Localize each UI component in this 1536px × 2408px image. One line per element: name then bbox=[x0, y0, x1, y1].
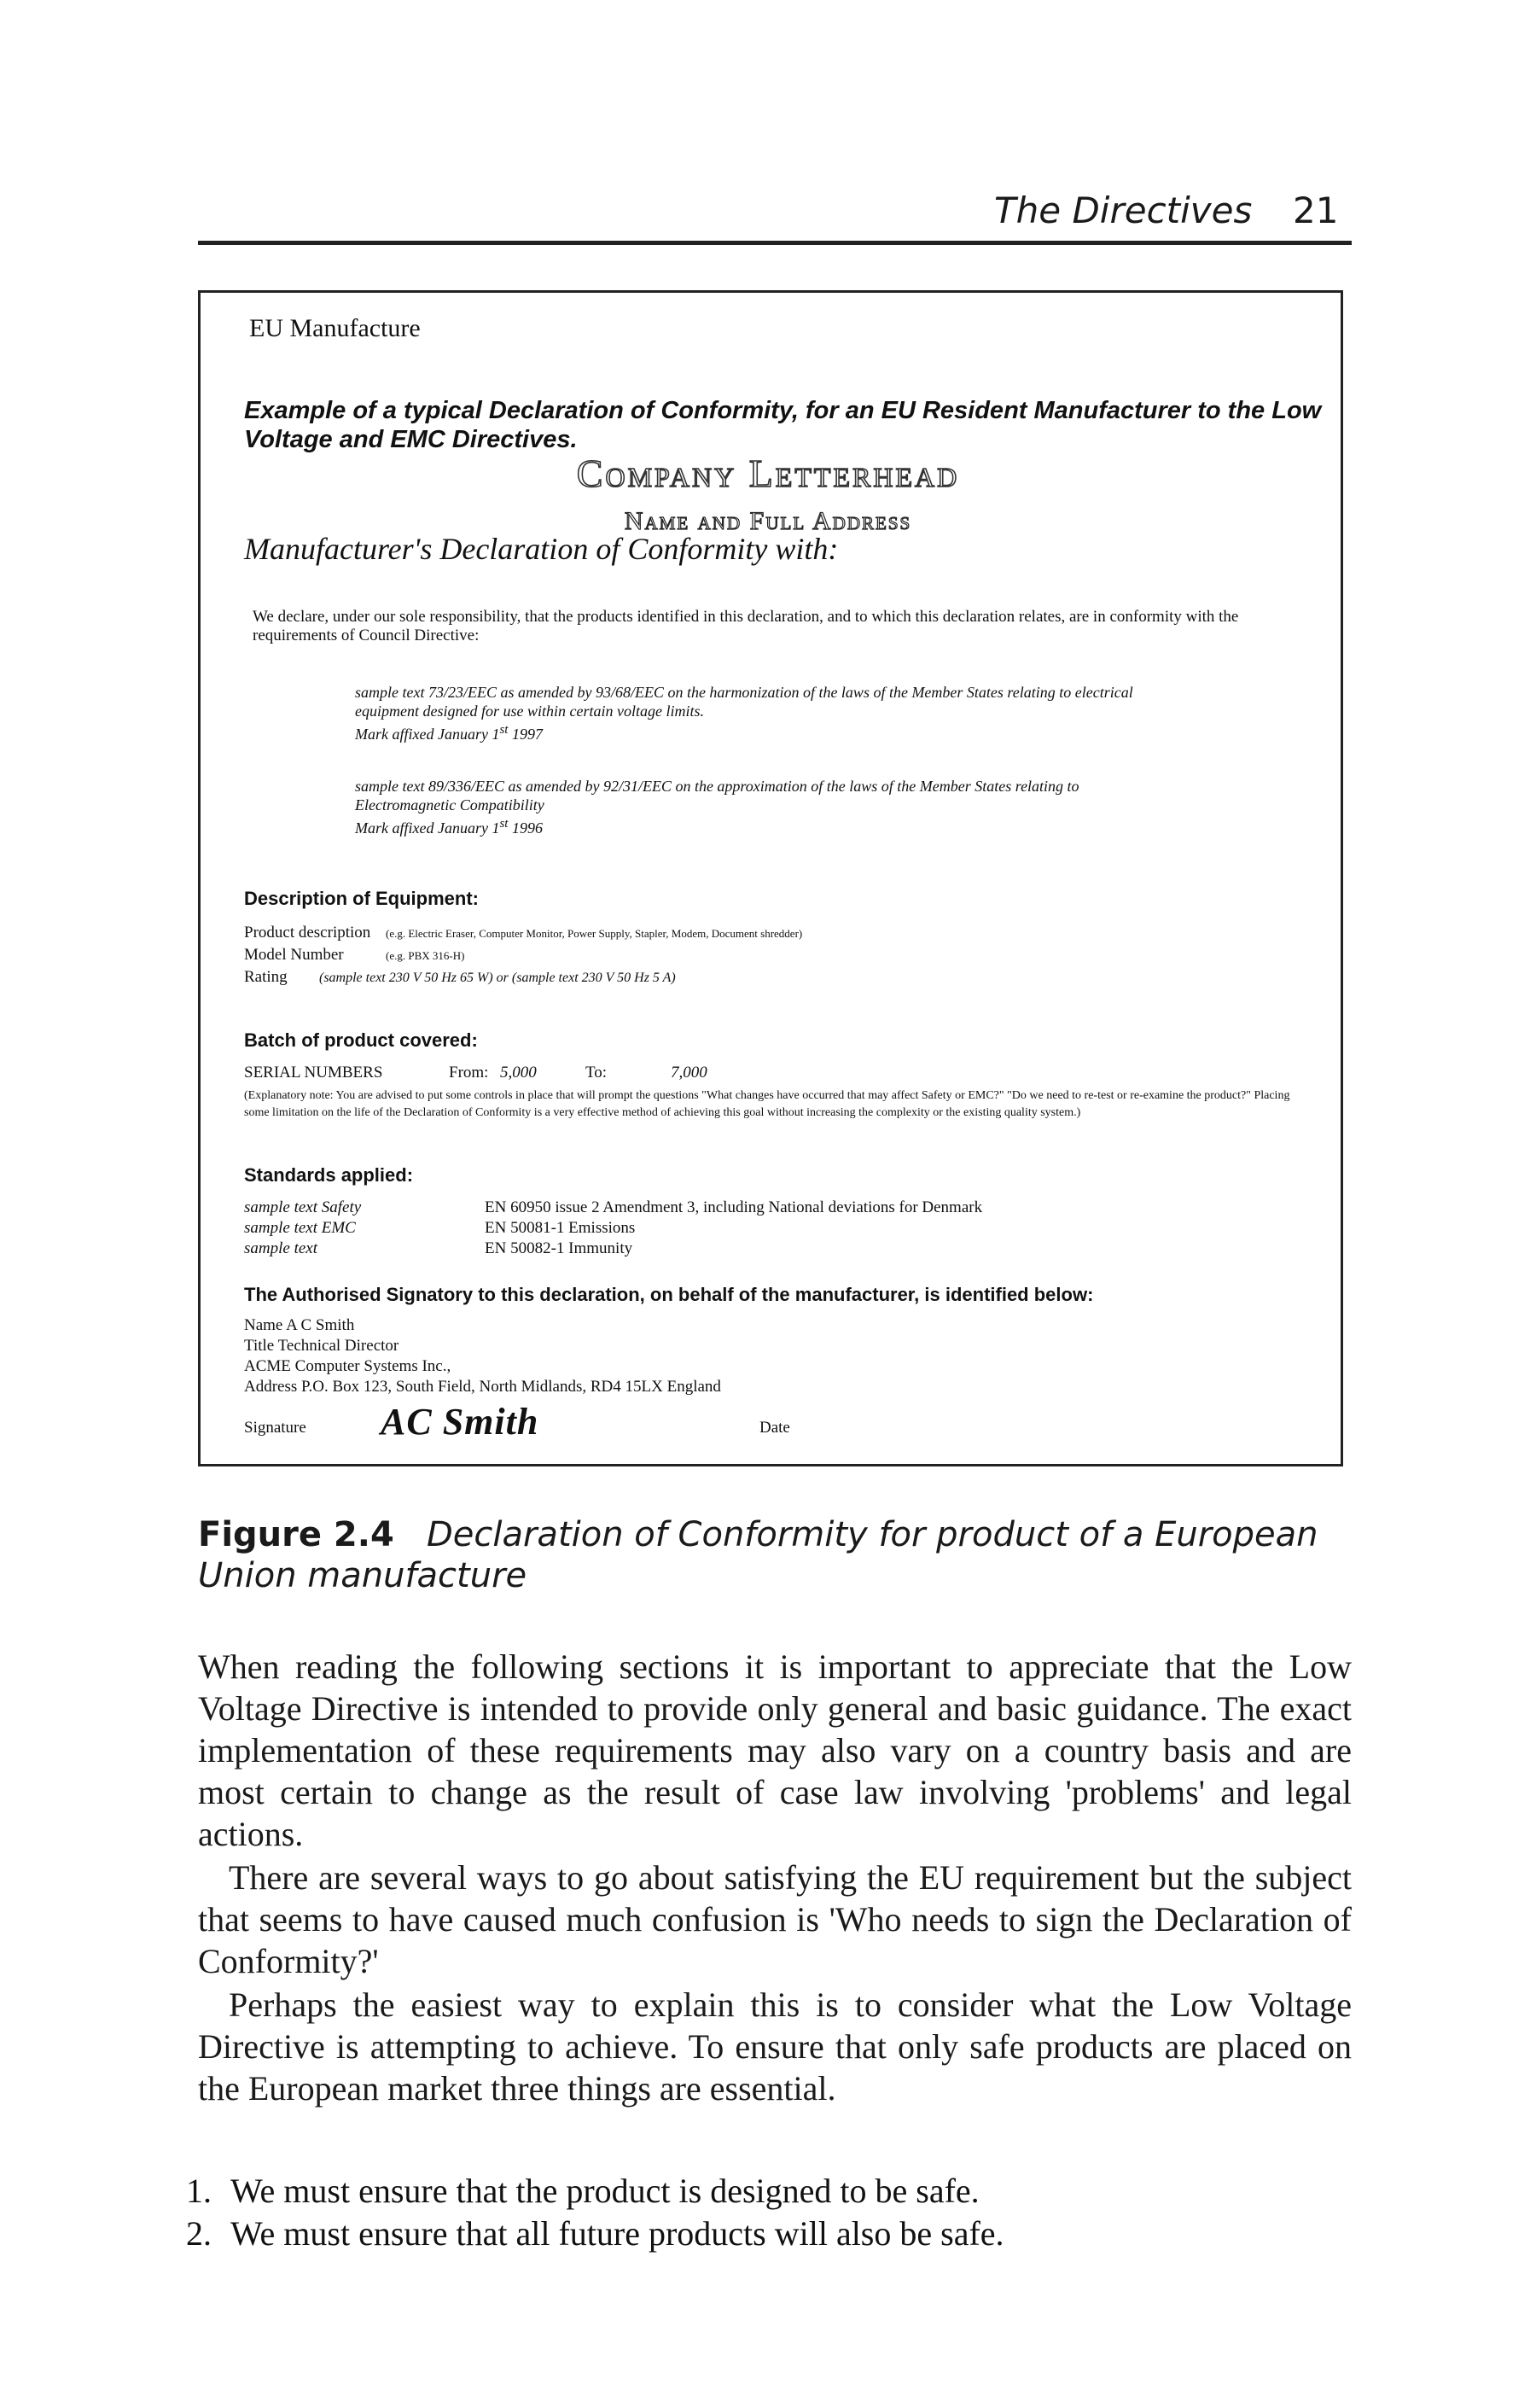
signatory-company: ACME Computer Systems Inc., bbox=[244, 1357, 451, 1375]
explanatory-note: (Explanatory note: You are advised to put some controls in place that will prompt the questions "What changes have occurred that may affect Safety or EMC?" "Do we need to re-test or re-examine the product?" Placing some limitation on the life of the Declaration of Conformity is a very effective method of achieving this goal without increasing the complexity or the existing quality system.) bbox=[244, 1089, 1290, 1119]
running-header-title: The Directives bbox=[994, 189, 1253, 231]
serial-label: SERIAL NUMBERS bbox=[244, 1064, 383, 1082]
signatory-heading: The Authorised Signatory to this declaration, on behalf of the manufacturer, is identified below: bbox=[244, 1284, 1094, 1305]
model-label: Model Number bbox=[244, 946, 344, 964]
declaration-statement: We declare, under our sole responsibility, that the products identified in this declaration, and to which this declaration relates, are in conformity with the requirements of Council Directive: bbox=[253, 608, 1239, 644]
standard-3-value: EN 50082-1 Immunity bbox=[485, 1239, 633, 1257]
rating-value: (sample text 230 V 50 Hz 65 W) or (sample text 230 V 50 Hz 5 A) bbox=[319, 971, 676, 985]
product-label: Product description bbox=[244, 924, 371, 942]
list-item-number: 2. bbox=[186, 2214, 212, 2253]
paragraph-1: When reading the following sections it is important to appreciate that the Low Voltage Directive is intended to provide only general and basic guidance. The exact implementation of these requirements may also vary on a country basis and are most certain to change as the result of case law involving 'problems' and legal actions. bbox=[198, 1647, 1352, 1853]
example-title: Example of a typical Declaration of Conformity, for an EU Resident Manufacturer to the Low Voltage and EMC Directives. bbox=[244, 397, 1322, 453]
standard-1-label: sample text Safety bbox=[244, 1198, 362, 1216]
serial-numbers-row bbox=[244, 1064, 707, 1082]
name-and-address: Name and Full Address bbox=[624, 507, 912, 535]
manufacturer-declaration-heading: Manufacturer's Declaration of Conformity with: bbox=[244, 532, 839, 566]
model-value: (e.g. PBX 316-H) bbox=[386, 949, 465, 962]
paragraph-2: There are several ways to go about satisfying the EU requirement but the subject that seems to have caused much confusion is 'Who needs to sign the Declaration of Conformity?' bbox=[198, 1858, 1352, 1980]
to-value: 7,000 bbox=[671, 1064, 707, 1082]
standard-3-label: sample text bbox=[244, 1239, 318, 1257]
directive-1-line2: equipment designed for use within certain voltage limits. bbox=[355, 703, 704, 720]
date-label: Date bbox=[759, 1419, 790, 1437]
list-item-text: We must ensure that the product is designed to be safe. bbox=[230, 2172, 980, 2210]
model-number-row bbox=[244, 946, 464, 965]
directive-2 bbox=[355, 777, 1311, 837]
signatory-name: Name A C Smith bbox=[244, 1316, 355, 1334]
signature-label: Signature bbox=[244, 1419, 306, 1437]
standard-2-label: sample text EMC bbox=[244, 1219, 356, 1237]
product-description-row bbox=[244, 924, 802, 942]
directive-2-line1: sample text 89/336/EEC as amended by 92/31/EEC on the approximation of the laws of the Member States relating to bbox=[355, 778, 1079, 795]
standards-heading: Standards applied: bbox=[244, 1164, 414, 1186]
figure-label: Figure 2.4 bbox=[198, 1515, 394, 1554]
to-label: To: bbox=[585, 1064, 608, 1082]
signatory-address: Address P.O. Box 123, South Field, North Midlands, RD4 15LX England bbox=[244, 1378, 721, 1396]
rating-row bbox=[244, 968, 676, 987]
page-number: 21 bbox=[1293, 189, 1339, 231]
product-value: (e.g. Electric Eraser, Computer Monitor, Power Supply, Stapler, Modem, Document shredder) bbox=[386, 927, 803, 940]
from-value: 5,000 bbox=[500, 1064, 537, 1082]
figure-caption bbox=[198, 1514, 1376, 1596]
company-letterhead: Company Letterhead bbox=[576, 452, 960, 495]
standard-1-value: EN 60950 issue 2 Amendment 3, including National deviations for Denmark bbox=[485, 1198, 983, 1216]
header-rule bbox=[198, 241, 1352, 245]
from-label: From: bbox=[449, 1064, 489, 1082]
eu-manufacture-label: EU Manufacture bbox=[249, 314, 421, 342]
signatory-title: Title Technical Director bbox=[244, 1337, 399, 1355]
handwritten-signature: AC Smith bbox=[381, 1401, 539, 1443]
standard-2-value: EN 50081-1 Emissions bbox=[485, 1219, 636, 1237]
directive-1-mark: Mark affixed January 1st 1997 bbox=[355, 723, 543, 743]
batch-heading: Batch of product covered: bbox=[244, 1029, 478, 1051]
directive-2-mark: Mark affixed January 1st 1996 bbox=[355, 817, 543, 837]
list-item bbox=[186, 2170, 980, 2212]
directive-1 bbox=[355, 683, 1311, 743]
directive-1-line1: sample text 73/23/EEC as amended by 93/68/EEC on the harmonization of the laws of the Member States relating to electrical bbox=[355, 684, 1133, 701]
directive-2-line2: Electromagnetic Compatibility bbox=[355, 796, 544, 813]
list-item-number: 1. bbox=[186, 2172, 212, 2210]
list-item-text: We must ensure that all future products will also be safe. bbox=[230, 2214, 1004, 2253]
description-heading: Description of Equipment: bbox=[244, 888, 479, 909]
paragraph-3: Perhaps the easiest way to explain this is to consider what the Low Voltage Directive is attempting to achieve. To ensure that only safe products are placed on the European market three things are essential. bbox=[198, 1985, 1352, 2108]
figure-caption-text: Declaration of Conformity for product of a European Union manufacture bbox=[198, 1515, 1318, 1595]
rating-label: Rating bbox=[244, 968, 288, 986]
list-item bbox=[186, 2213, 1004, 2254]
